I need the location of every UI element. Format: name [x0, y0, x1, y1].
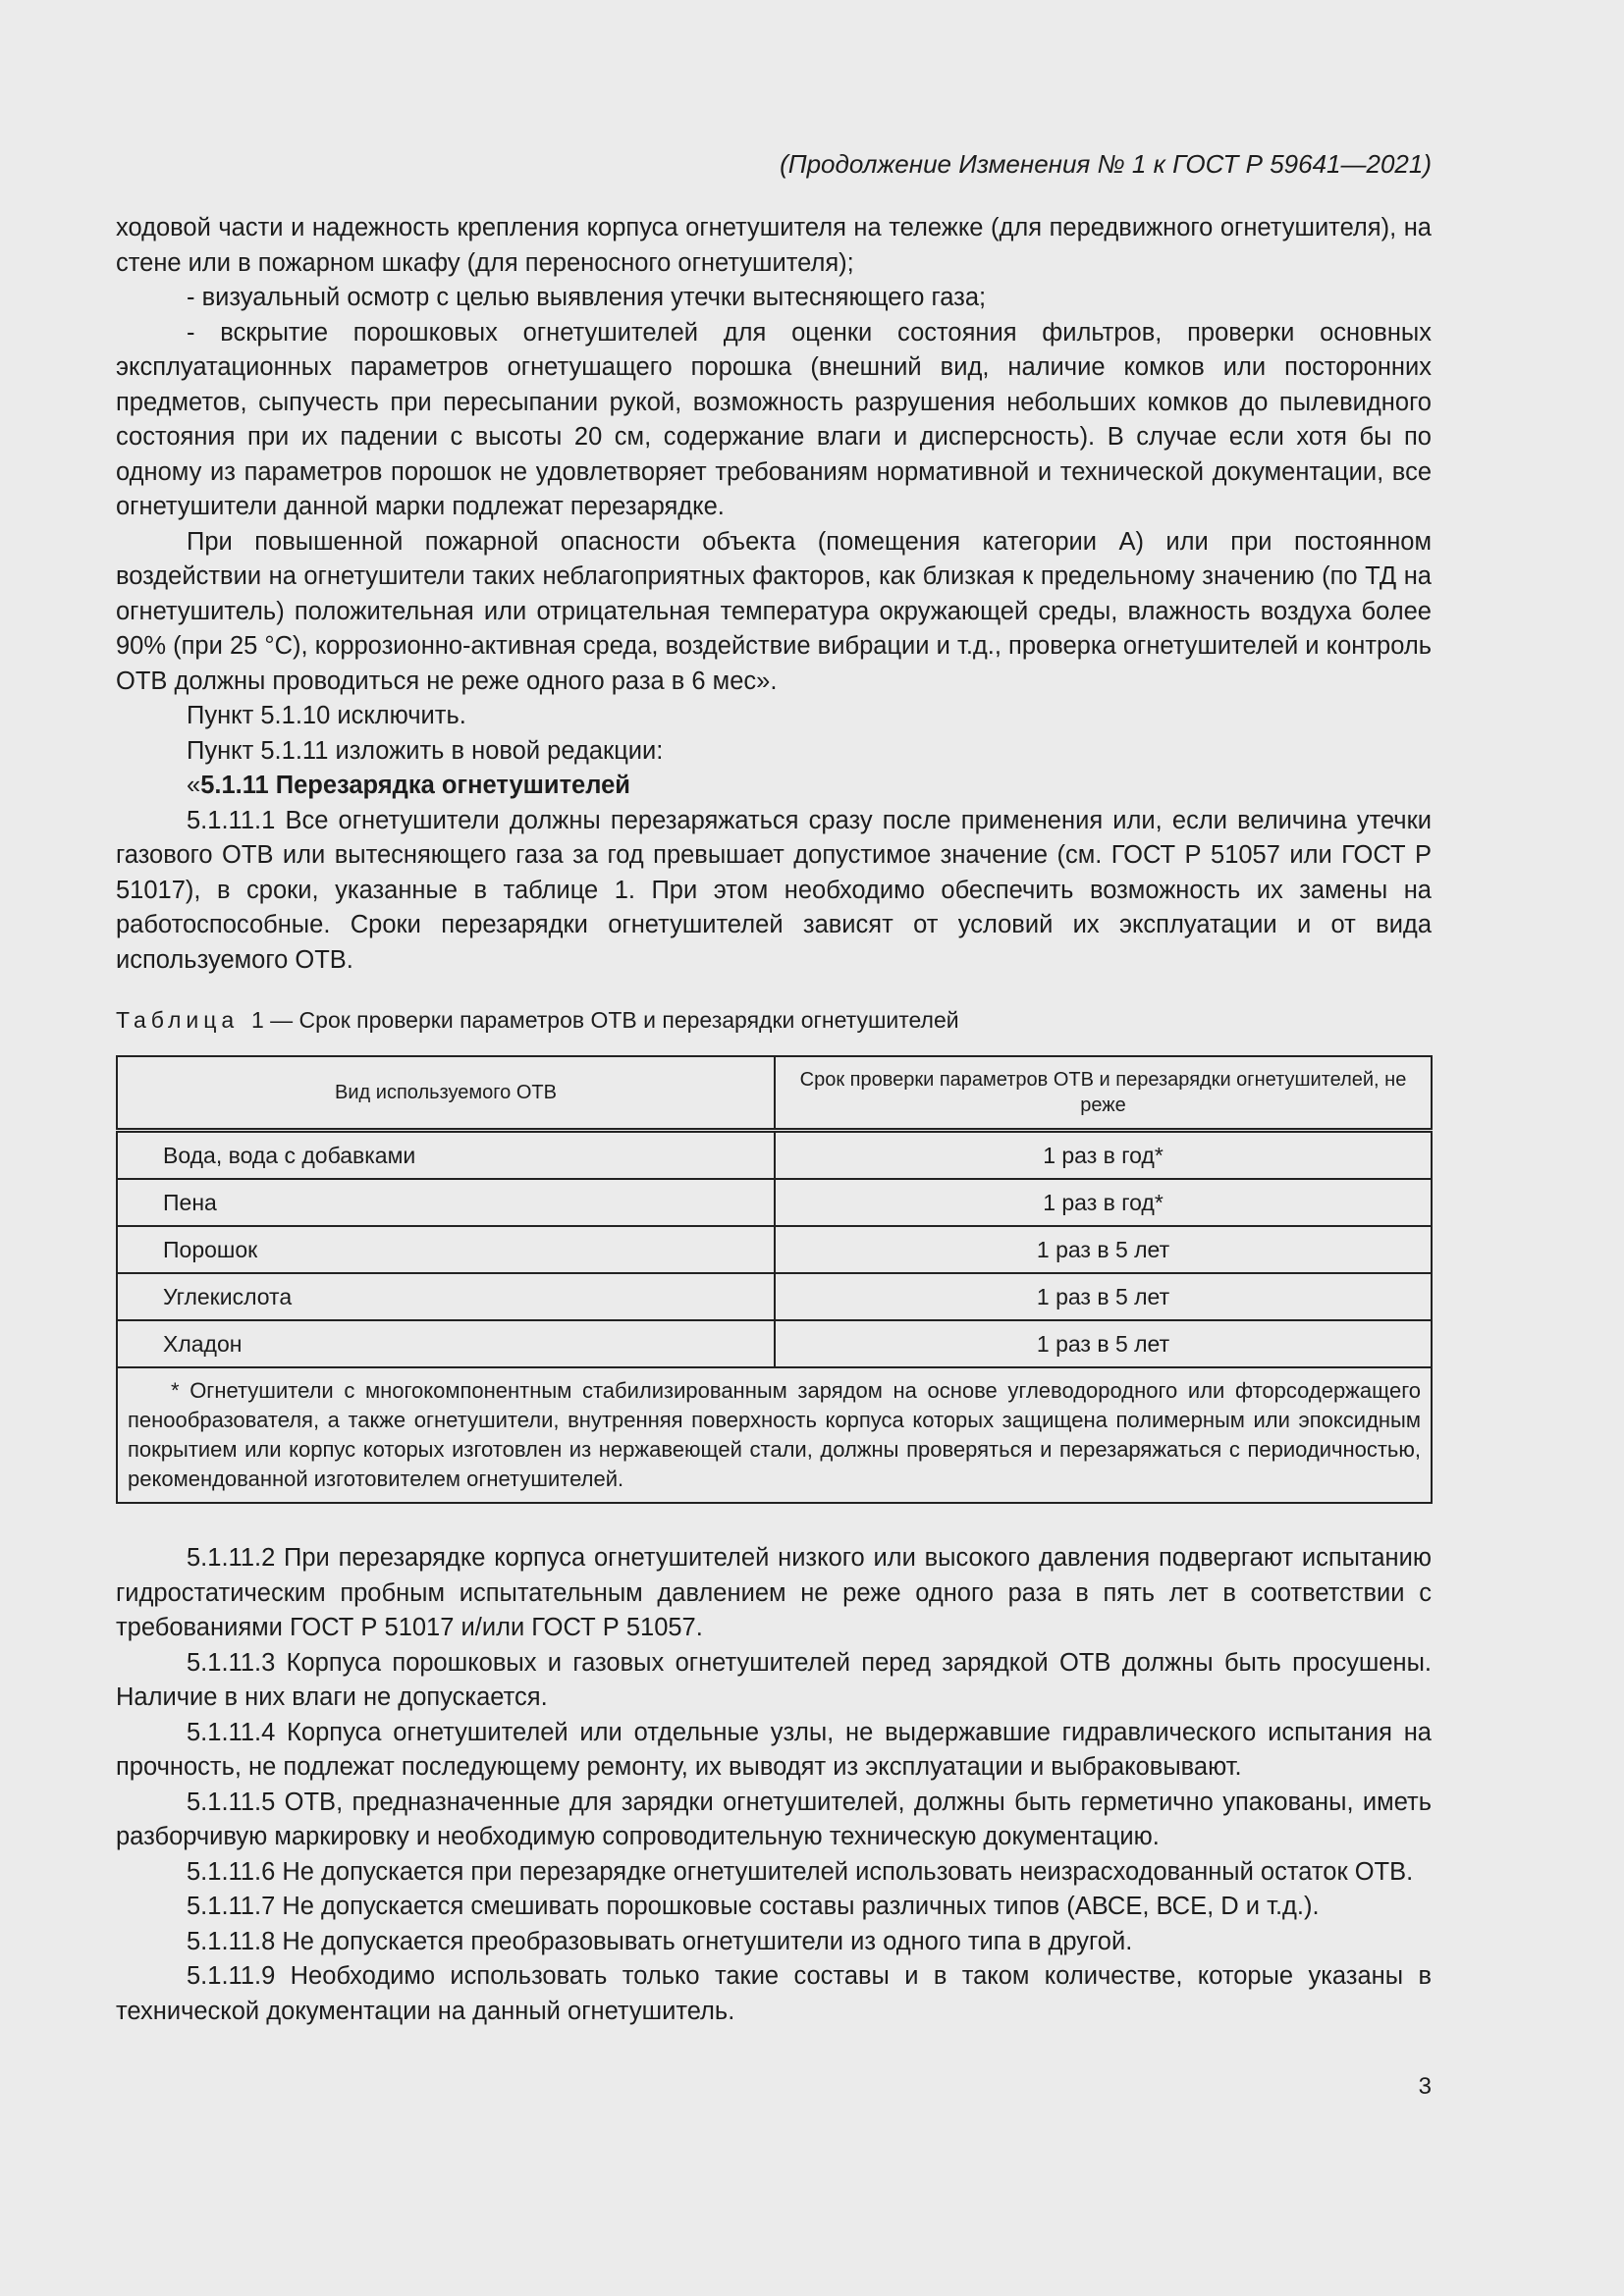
table-header-row	[117, 1056, 1432, 1131]
section-heading-text: 5.1.11 Перезарядка огнетушителей	[200, 772, 630, 799]
paragraph: 5.1.11.4 Корпуса огнетушителей или отдельные узлы, не выдержавшие гидравлического испытания на прочность, не подлежат последующему ремонту, их выводят из эксплуатации и выбраковывают.	[116, 1718, 1432, 1781]
cell-kind: Пена	[117, 1179, 775, 1226]
paragraph: 5.1.11.2 При перезарядке корпуса огнетушителей низкого или высокого давления подвергают испытанию гидростатическим пробным испытательным давлением не реже одного раза в пять лет в соответствии с требованиями ГОСТ Р 51017 и/или ГОСТ Р 51057.	[116, 1544, 1432, 1641]
paragraph: 5.1.11.7 Не допускается смешивать порошковые составы различных типов (АВСЕ, ВСЕ, D и т.д.).	[187, 1893, 1320, 1920]
column-header-kind: Вид используемого ОТВ	[117, 1056, 775, 1131]
list-item: - визуальный осмотр с целью выявления утечки вытесняющего газа;	[187, 284, 987, 311]
table-row	[117, 1320, 1432, 1367]
table-row	[117, 1131, 1432, 1180]
table-footnote: * Огнетушители с многокомпонентным стабилизированным зарядом на основе углеводородного или фторсодержащего пенообразователя, а также огнетушители, внутренняя поверхность корпуса которых защищена полимерным или эпоксидным покрытием или корпус которых изготовлен из нержавеющей стали, должны проверяться и перезаряжаться с периодичностью, рекомендованной изготовителем огнетушителей.	[117, 1367, 1432, 1503]
recharge-period-table	[116, 1055, 1433, 1504]
list-item: - вскрытие порошковых огнетушителей для оценки состояния фильтров, проверки основных эксплуатационных параметров огнетушащего порошка (внешний вид, наличие комков или посторонних предметов, сыпучесть при пересыпании рукой, возможность разрушения небольших комков до пылевидного состояния при их падении с высоты 20 см, содержание влаги и дисперсность). В случае если хотя бы по одному из параметров порошок не удовлетворяет требованиям нормативной и технической документации, все огнетушители данной марки подлежат перезарядке.	[116, 318, 1432, 520]
paragraph: Пункт 5.1.10 исключить.	[187, 702, 466, 729]
cell-kind: Порошок	[117, 1226, 775, 1273]
paragraph: 5.1.11.6 Не допускается при перезарядке огнетушителей использовать неизрасходованный остаток ОТВ.	[187, 1857, 1414, 1886]
page-number: 3	[1418, 2073, 1432, 2100]
cell-period: 1 раз в 5 лет	[775, 1320, 1432, 1367]
body-text-bottom	[116, 1541, 1432, 2029]
cell-kind: Углекислота	[117, 1273, 775, 1320]
paragraph: ходовой части и надежность крепления корпуса огнетушителя на тележке (для передвижного огнетушителя), на стене или в пожарном шкафу (для переносного огнетушителя);	[116, 214, 1432, 277]
table-footnote-row	[117, 1367, 1432, 1503]
paragraph: 5.1.11.9 Необходимо использовать только такие составы и в таком количестве, которые указаны в технической документации на данный огнетушитель.	[116, 1962, 1432, 2025]
section-heading	[116, 769, 1432, 804]
paragraph: 5.1.11.3 Корпуса порошковых и газовых огнетушителей перед зарядкой ОТВ должны быть просушены. Наличие в них влаги не допускается.	[116, 1648, 1432, 1711]
table-row	[117, 1179, 1432, 1226]
paragraph: 5.1.11.5 ОТВ, предназначенные для зарядки огнетушителей, должны быть герметично упакованы, иметь разборчивую маркировку и необходимую сопроводительную техническую документацию.	[116, 1788, 1432, 1850]
opening-quote: «	[187, 772, 201, 799]
cell-period: 1 раз в 5 лет	[775, 1226, 1432, 1273]
table-caption	[116, 1004, 1432, 1036]
cell-kind: Хладон	[117, 1320, 775, 1367]
cell-period: 1 раз в год*	[775, 1179, 1432, 1226]
running-header: (Продолжение Изменения № 1 к ГОСТ Р 59641—2021)	[780, 149, 1432, 179]
column-header-period: Срок проверки параметров ОТВ и перезарядки огнетушителей, не реже	[775, 1056, 1432, 1131]
paragraph: 5.1.11.1 Все огнетушители должны перезаряжаться сразу после применения или, если величина утечки газового ОТВ или вытесняющего газа за год превышает допустимое значение (см. ГОСТ Р 51057 или ГОСТ Р 51017), в сроки, указанные в таблице 1. При этом необходимо обеспечить возможность их замены на работоспособные. Сроки перезарядки огнетушителей зависят от условий их эксплуатации и от вида используемого ОТВ.	[116, 806, 1432, 974]
paragraph: 5.1.11.8 Не допускается преобразовывать огнетушители из одного типа в другой.	[187, 1927, 1133, 1955]
paragraph: При повышенной пожарной опасности объекта (помещения категории А) или при постоянном воздействии на огнетушители таких неблагоприятных факторов, как близкая к предельному значению (по ТД на огнетушитель) положительная или отрицательная температура окружающей среды, влажность воздуха более 90% (при 25 °С), коррозионно-активная среда, воздействие вибрации и т.д., проверка огнетушителей и контроль ОТВ должны проводиться не реже одного раза в 6 мес».	[116, 527, 1432, 695]
body-text-top	[116, 211, 1432, 978]
cell-period: 1 раз в 5 лет	[775, 1273, 1432, 1320]
cell-kind: Вода, вода с добавками	[117, 1131, 775, 1180]
table-caption-label: Таблица	[116, 1007, 240, 1033]
paragraph: Пункт 5.1.11 изложить в новой редакции:	[187, 736, 664, 765]
table-row	[117, 1273, 1432, 1320]
table-row	[117, 1226, 1432, 1273]
table-caption-text: 1 — Срок проверки параметров ОТВ и перезарядки огнетушителей	[250, 1007, 959, 1033]
cell-period: 1 раз в год*	[775, 1131, 1432, 1180]
